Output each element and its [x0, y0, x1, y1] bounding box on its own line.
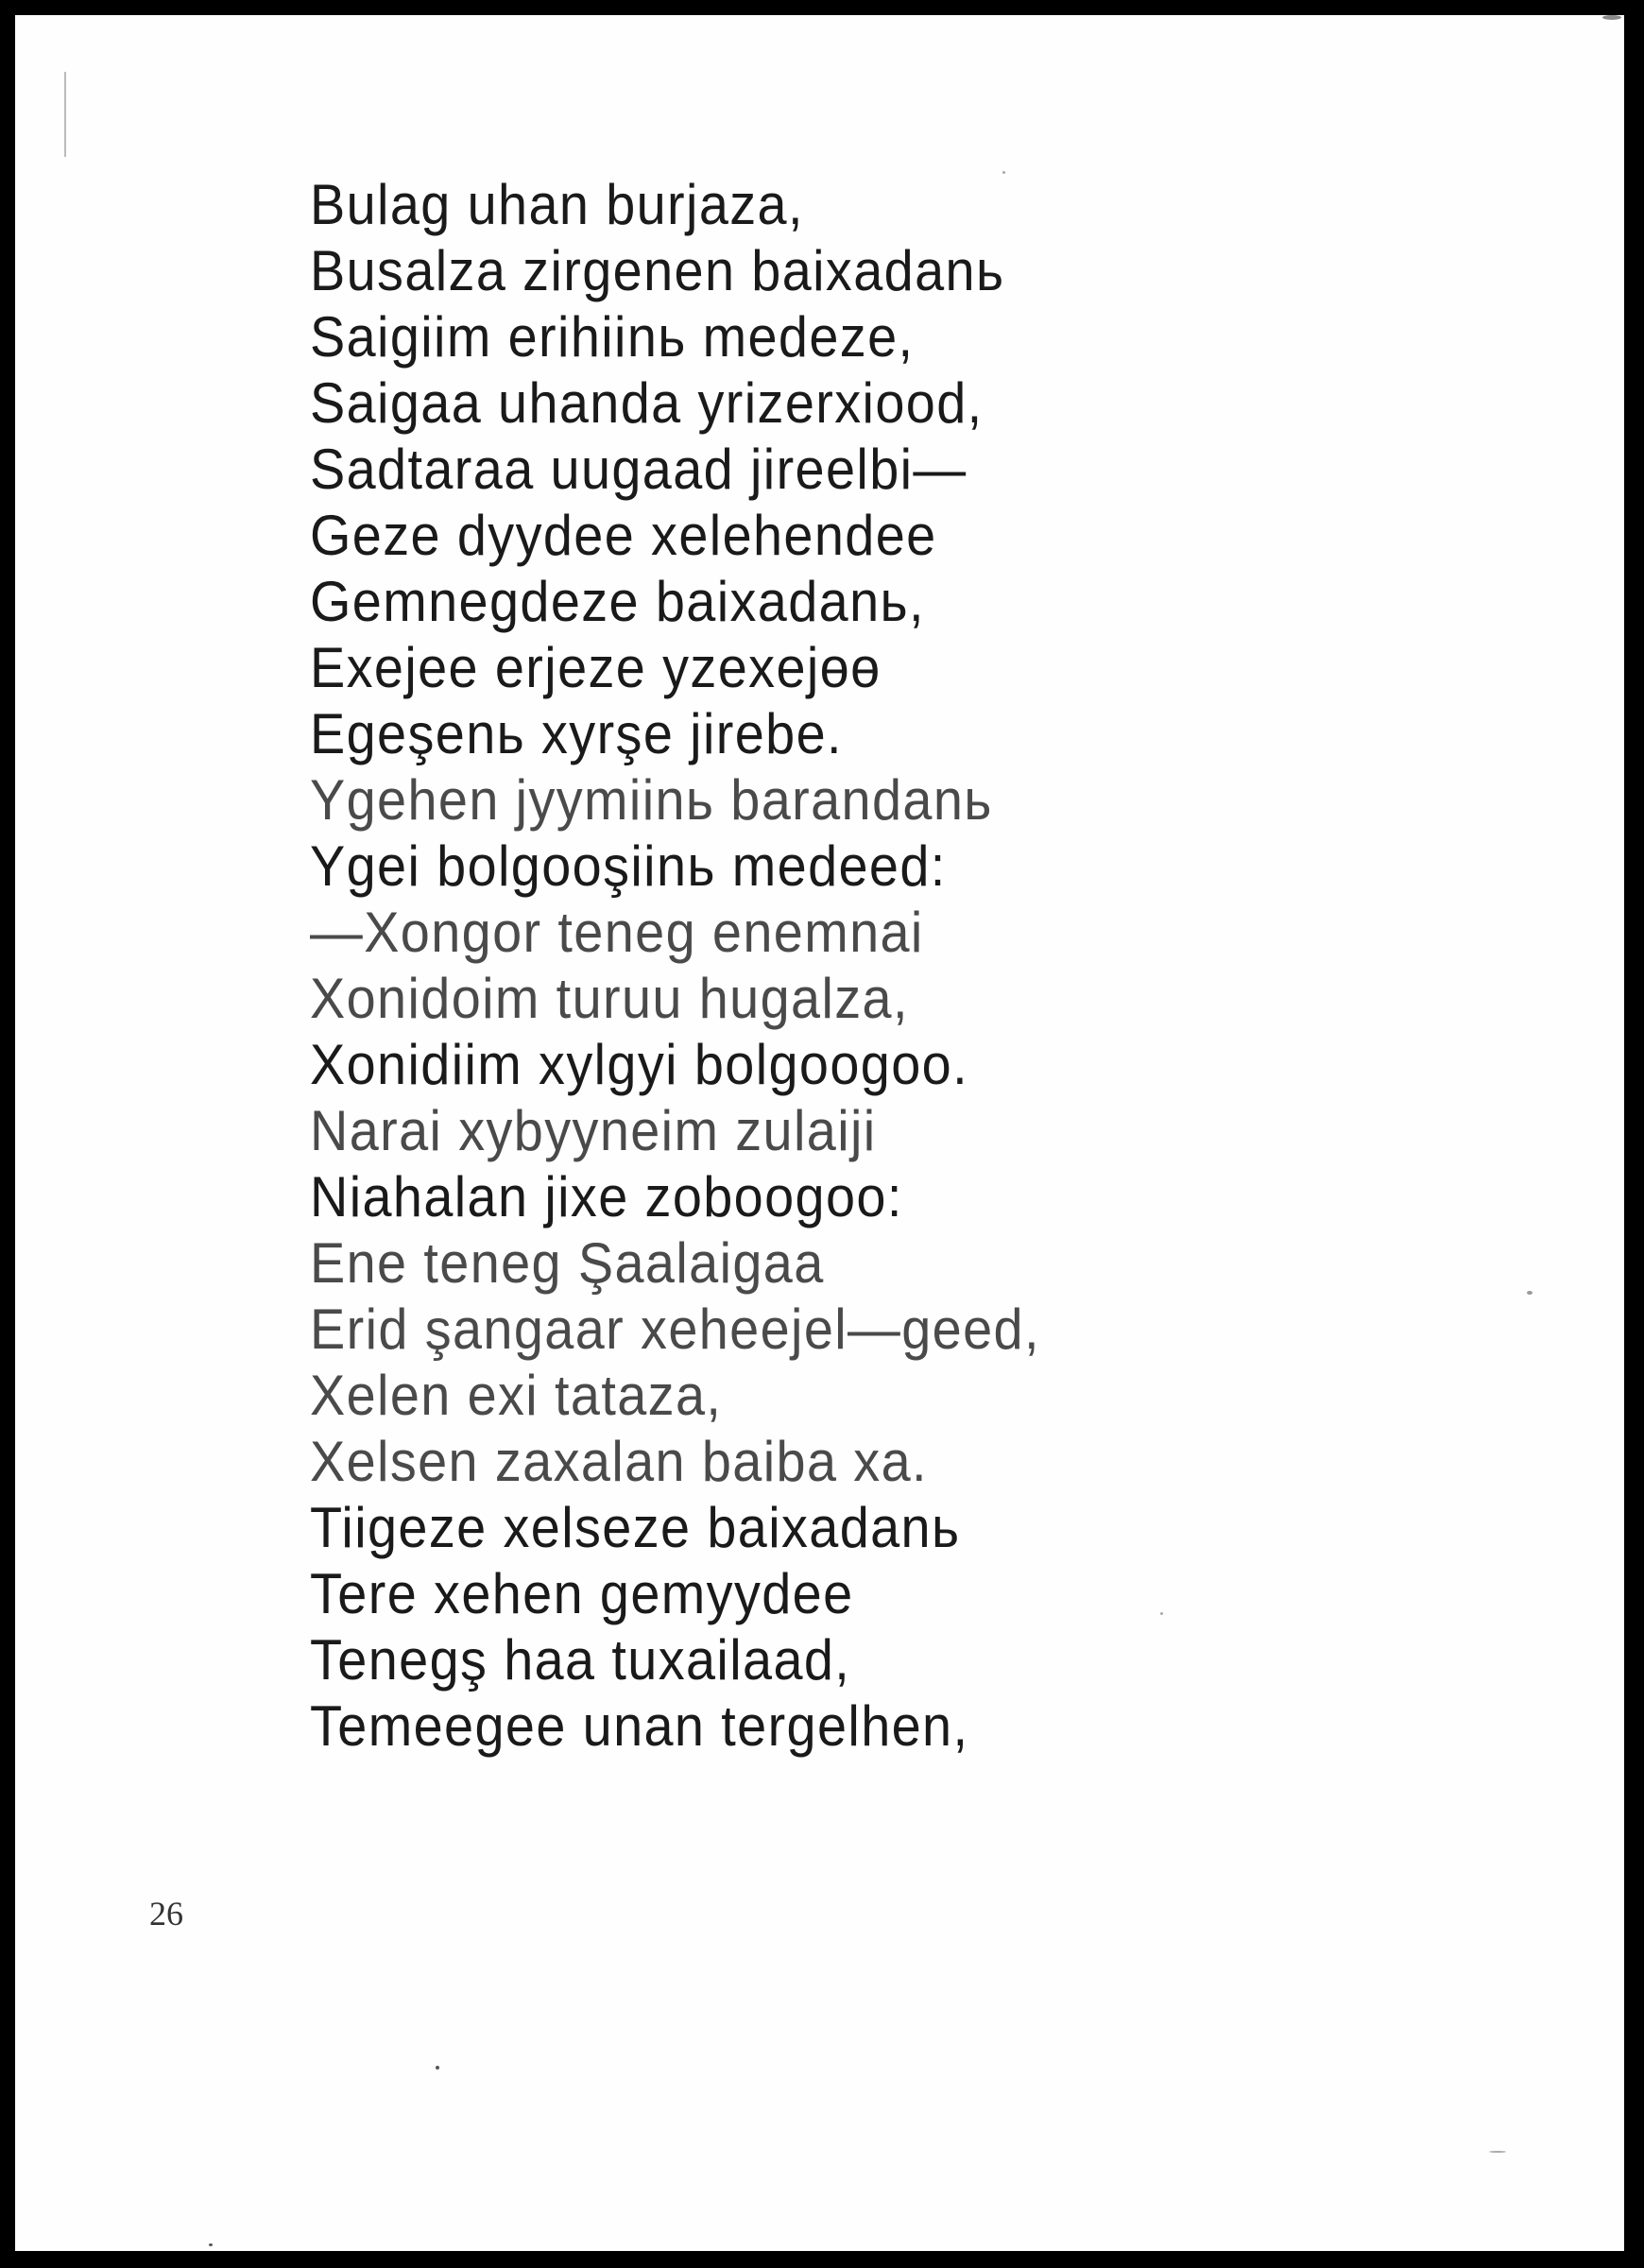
poem-text [310, 172, 1095, 1760]
poem-line: Ygehen jyymiinь barandanь [310, 768, 993, 832]
poem-line: Bulag uhan burjaza, [310, 173, 804, 236]
scan-artifact [209, 2243, 213, 2246]
poem-line: Exejee erjeze yzexejөө [310, 636, 882, 699]
poem-line: Niahalan jixe zoboogoo: [310, 1165, 903, 1228]
poem-line: Sadtaraa uugaad jireelbi— [310, 438, 968, 501]
poem-line: Gemnegdeze baixadanь, [310, 570, 925, 633]
poem-line: Ygei bolgooşiinь medeed: [310, 834, 947, 898]
poem-line: Saigiim erihiinь medeze, [310, 305, 915, 369]
poem-line: Xonidoim turuu hugalza, [310, 967, 909, 1030]
poem-line: Xelsen zaxalan baiba xa. [310, 1430, 928, 1493]
poem-line: Tere xehen gemyydee [310, 1562, 854, 1625]
scanned-page [15, 15, 1624, 2251]
poem-line: —Xongor teneg enemnai [310, 901, 924, 964]
poem-line: Xonidiim xylgyi bolgoogoo. [310, 1033, 968, 1096]
scan-artifact [1602, 15, 1621, 20]
poem-line: Tiigeze xelseze baixadanь [310, 1496, 961, 1559]
poem-line: Ene teneg Şaalaigaa [310, 1231, 825, 1295]
poem-line: Xelen exi tataza, [310, 1364, 723, 1427]
scan-artifact [1489, 2151, 1506, 2153]
poem-line: Narai xybyyneim zulaiji [310, 1099, 877, 1162]
scan-artifact [64, 72, 66, 157]
scan-artifact [1002, 171, 1005, 174]
page-number: 26 [149, 1895, 183, 1933]
poem-line: Geze dyydee xelehendee [310, 504, 937, 567]
scan-artifact [1527, 1291, 1533, 1295]
poem-line: Egeşenь xyrşe jirebe. [310, 702, 843, 765]
poem-line: Erid şangaar xeheejel—geed, [310, 1297, 1040, 1361]
poem-line: Saigaa uhanda yrizerxiood, [310, 371, 984, 435]
poem-line: Busalza zirgenen baixadanь [310, 239, 1005, 302]
poem-line: Tenegş haa tuxailaad, [310, 1628, 851, 1692]
scan-artifact [1160, 1612, 1163, 1615]
poem-line: Temeegee unan tergelhen, [310, 1694, 969, 1758]
scan-artifact [436, 2066, 439, 2070]
